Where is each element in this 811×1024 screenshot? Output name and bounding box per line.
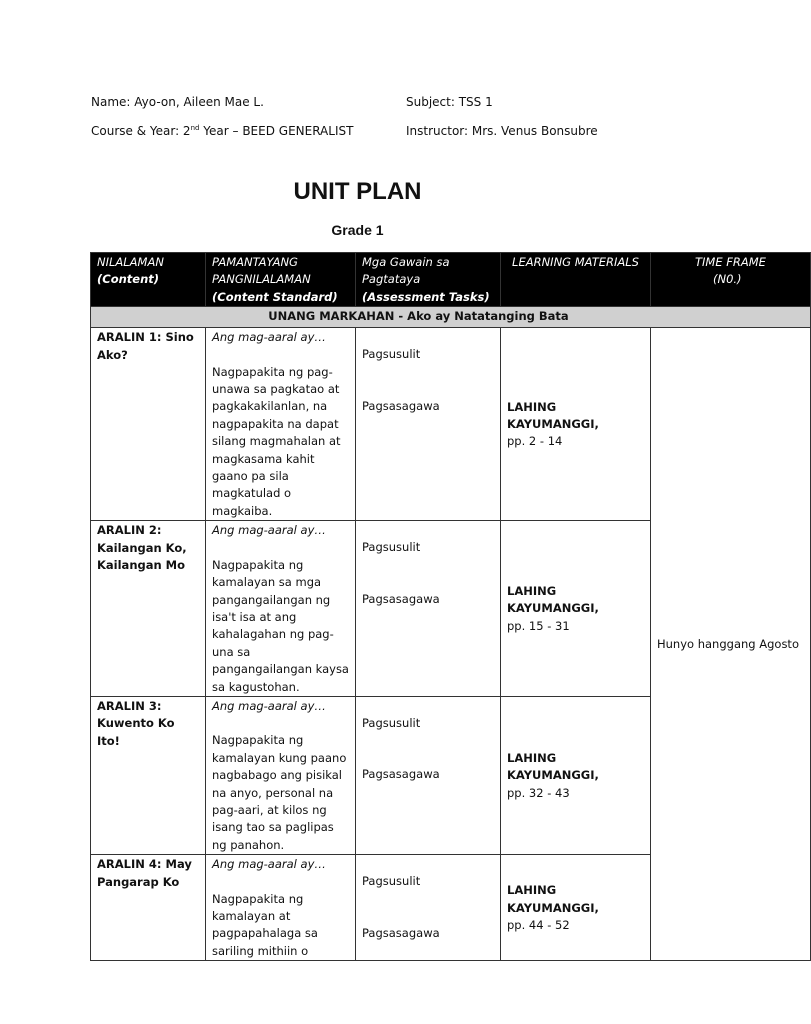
standard-text: Nagpapakita ng kamalayan sa mga pangangailangan ng isa't isa at ang kahalagahan ng pag-una sa pangangailangan kaysa sa kagustohan.	[212, 557, 349, 694]
standard-text: Nagpapakita ng kamalayan kung paano nagbabago ang pisikal na anyo, personal na pag-aari, at kilos ng isang tao sa paglipas ng panahon.	[212, 733, 347, 852]
lesson-cell: ARALIN 1: Sino Ako?	[91, 328, 206, 521]
assessment-cell	[356, 521, 501, 697]
material-title: LAHING KAYUMANGGI,	[507, 584, 599, 616]
material-pages: pp. 15 - 31	[507, 618, 570, 633]
assessment-performance: Pagsasagawa	[362, 591, 440, 606]
student-name: Name: Ayo-on, Aileen Mae L.	[91, 95, 264, 109]
assessment-performance: Pagsasagawa	[362, 925, 440, 940]
quarter-label	[91, 307, 811, 328]
header-timeframe-line1: TIME FRAME	[695, 255, 766, 269]
material-title: LAHING KAYUMANGGI,	[507, 883, 599, 915]
quarter-prefix: UNANG MARKAHAN	[268, 309, 395, 324]
header-assessment-line1: Mga Gawain sa Pagtataya	[362, 255, 450, 287]
course-superscript: nd	[190, 124, 200, 132]
assessment-quiz: Pagsusulit	[362, 715, 421, 730]
assessment-cell	[356, 696, 501, 854]
course-year	[91, 124, 353, 138]
lesson-cell: ARALIN 2: Kailangan Ko, Kailangan Mo	[91, 521, 206, 697]
assessment-quiz: Pagsusulit	[362, 874, 421, 889]
standard-text: Nagpapakita ng kamalayan at pagpapahalaga sa sariling mithiin o	[212, 891, 318, 958]
table-header-row	[91, 253, 811, 307]
materials-cell	[501, 696, 651, 854]
header-content-line2: (Content)	[97, 272, 160, 287]
header-materials-line1: LEARNING MATERIALS	[512, 255, 639, 269]
lesson-cell: ARALIN 4: May Pangarap Ko	[91, 855, 206, 961]
lesson-cell: ARALIN 3: Kuwento Ko Ito!	[91, 696, 206, 854]
time-frame-text: Hunyo hanggang Agosto	[657, 637, 799, 652]
header-assessment-line2: (Assessment Tasks)	[362, 289, 490, 304]
materials-cell	[501, 521, 651, 697]
header-assessment	[356, 253, 501, 307]
assessment-quiz: Pagsusulit	[362, 540, 421, 555]
page-title: UNIT PLAN	[293, 178, 422, 205]
material-pages: pp. 2 - 14	[507, 434, 563, 449]
standard-cell	[206, 521, 356, 697]
header-content	[91, 253, 206, 307]
assessment-performance: Pagsasagawa	[362, 398, 440, 413]
table-row	[91, 328, 811, 521]
instructor-label: Instructor: Mrs. Venus Bonsubre	[406, 124, 598, 138]
grade-subtitle: Grade 1	[331, 222, 384, 238]
standard-intro: Ang mag-aaral ay…	[212, 523, 326, 538]
materials-cell	[501, 328, 651, 521]
unit-plan-table	[90, 252, 811, 961]
assessment-quiz: Pagsusulit	[362, 347, 421, 362]
material-pages: pp. 44 - 52	[507, 917, 570, 932]
header-timeframe-line2: (N0.)	[713, 272, 742, 287]
standard-cell	[206, 328, 356, 521]
header-standard-line1: PAMANTAYANG PANGNILALAMAN	[212, 255, 311, 287]
standard-cell	[206, 855, 356, 961]
material-title: LAHING KAYUMANGGI,	[507, 750, 599, 783]
course-suffix: Year – BEED GENERALIST	[199, 124, 354, 138]
standard-intro: Ang mag-aaral ay…	[212, 857, 326, 872]
header-time-frame	[651, 253, 811, 307]
assessment-cell	[356, 328, 501, 521]
header-standard-line2: (Content Standard)	[212, 289, 338, 304]
materials-cell	[501, 855, 651, 961]
header-content-line1: NILALAMAN	[97, 255, 164, 269]
standard-intro: Ang mag-aaral ay…	[212, 698, 326, 713]
header-content-standard	[206, 253, 356, 307]
quarter-suffix: - Ako ay Natatanging Bata	[394, 309, 569, 324]
material-title: LAHING KAYUMANGGI,	[507, 399, 599, 432]
material-pages: pp. 32 - 43	[507, 785, 570, 800]
quarter-row	[91, 307, 811, 328]
subject-label: Subject: TSS 1	[406, 95, 493, 109]
time-frame-cell	[651, 328, 811, 961]
course-prefix: Course & Year: 2	[91, 124, 191, 138]
assessment-cell	[356, 855, 501, 961]
standard-cell	[206, 696, 356, 854]
standard-text: Nagpapakita ng pag-unawa sa pagkatao at pagkakakilanlan, na nagpapakita na dapat silang magmahalan at magkasama kahit gaano pa sila magkatulad o magkaiba.	[212, 364, 341, 518]
standard-intro: Ang mag-aaral ay…	[212, 330, 326, 345]
assessment-performance: Pagsasagawa	[362, 767, 440, 782]
header-learning-materials	[501, 253, 651, 307]
